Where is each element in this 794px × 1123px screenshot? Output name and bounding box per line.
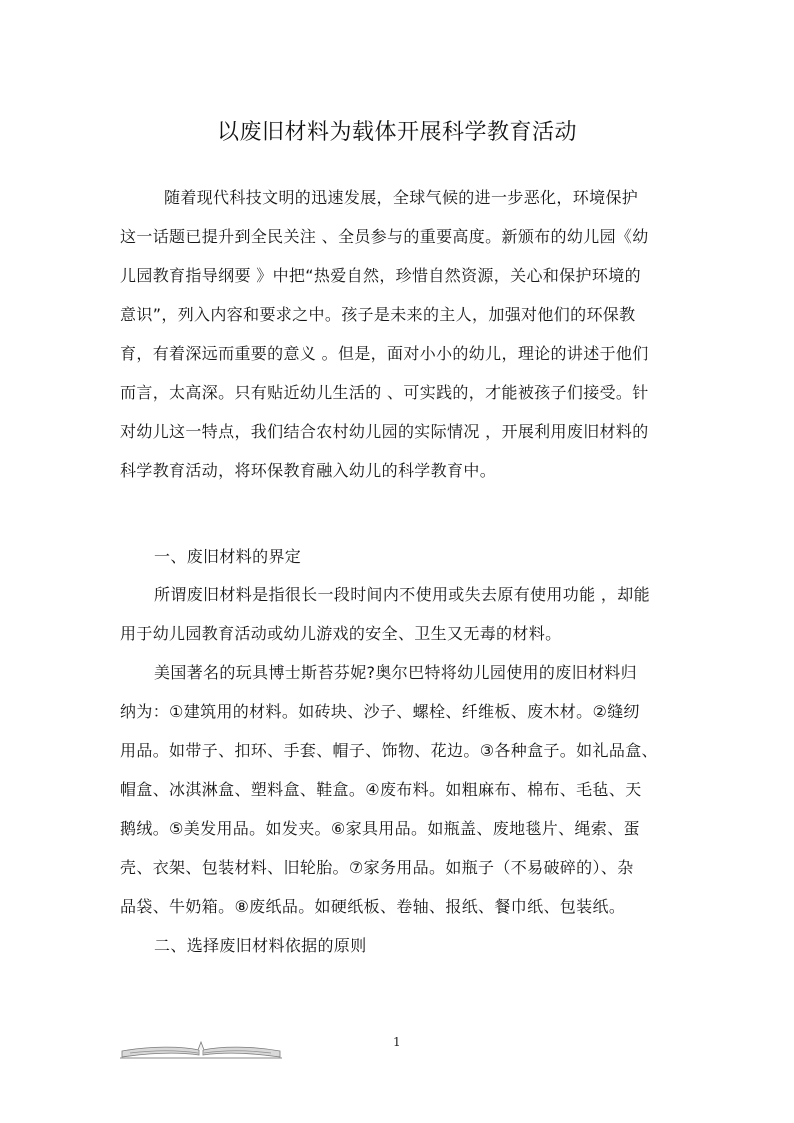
paragraph-line: 育，有着深远而重要的意义 。但是，面对小小的幼儿，理论的讲述于他们	[120, 344, 649, 363]
paragraph-line: 帽盒、冰淇淋盒、塑料盒、鞋盒。④废布料。如粗麻布、棉布、毛毡、天	[120, 780, 642, 799]
document-title: 以废旧材料为载体开展科学教育活动	[216, 119, 577, 145]
paragraph-line: 而言，太高深。只有贴近幼儿生活的 、可实践的，才能被孩子们接受。针	[120, 383, 649, 402]
paragraph-line: 壳、衣架、包装材料、旧轮胎。⑦家务用品。如瓶子（不易破碎的）、杂	[120, 858, 634, 877]
paragraph-line: 鹅绒。⑤美发用品。如发夹。⑥家具用品。如瓶盖、废地毯片、绳索、蛋	[120, 819, 640, 838]
paragraph-line: 纳为：①建筑用的材料。如砖块、沙子、螺栓、纤维板、废木材。②缝纫	[120, 702, 640, 721]
paragraph-line: 美国著名的玩具博士斯苔芬妮?奥尔巴特将幼儿园使用的废旧材料归	[154, 663, 637, 682]
paragraph-line: 用品。如带子、扣环、手套、帽子、饰物、花边。③各种盒子。如礼品盒、	[120, 741, 658, 760]
open-book-icon	[120, 1039, 282, 1059]
paragraph-line: 品袋、牛奶箱。⑧废纸品。如硬纸板、卷轴、报纸、餐巾纸、包装纸。	[120, 897, 626, 916]
paragraph-line: 随着现代科技文明的迅速发展，全球气候的进一步恶化，环境保护	[164, 188, 639, 207]
paragraph-line: 用于幼儿园教育活动或幼儿游戏的安全、卫生又无毒的材料。	[120, 624, 562, 643]
section-heading: 二、选择废旧材料依据的原则	[154, 936, 367, 955]
paragraph-line: 科学教育活动，将环保教育融入幼儿的科学教育中。	[120, 461, 497, 480]
paragraph-line: 这一话题已提升到全民关注 、全员参与的重要高度。新颁布的幼儿园《幼	[120, 227, 649, 246]
paragraph-line: 儿园教育指导纲要 》中把“热爱自然，珍惜自然资源，关心和保护环境的	[120, 266, 641, 285]
section-heading: 一、废旧材料的界定	[154, 547, 302, 566]
paragraph-line: 所谓废旧材料是指很长一段时间内不使用或失去原有使用功能 ，却能	[154, 585, 650, 604]
paragraph-line: 意识”，列入内容和要求之中。孩子是未来的主人，加强对他们的环保教	[120, 305, 636, 324]
paragraph-line: 对幼儿这一特点，我们结合农村幼儿园的实际情况 ，开展利用废旧材料的	[120, 422, 649, 441]
page-number: 1	[393, 1035, 401, 1049]
